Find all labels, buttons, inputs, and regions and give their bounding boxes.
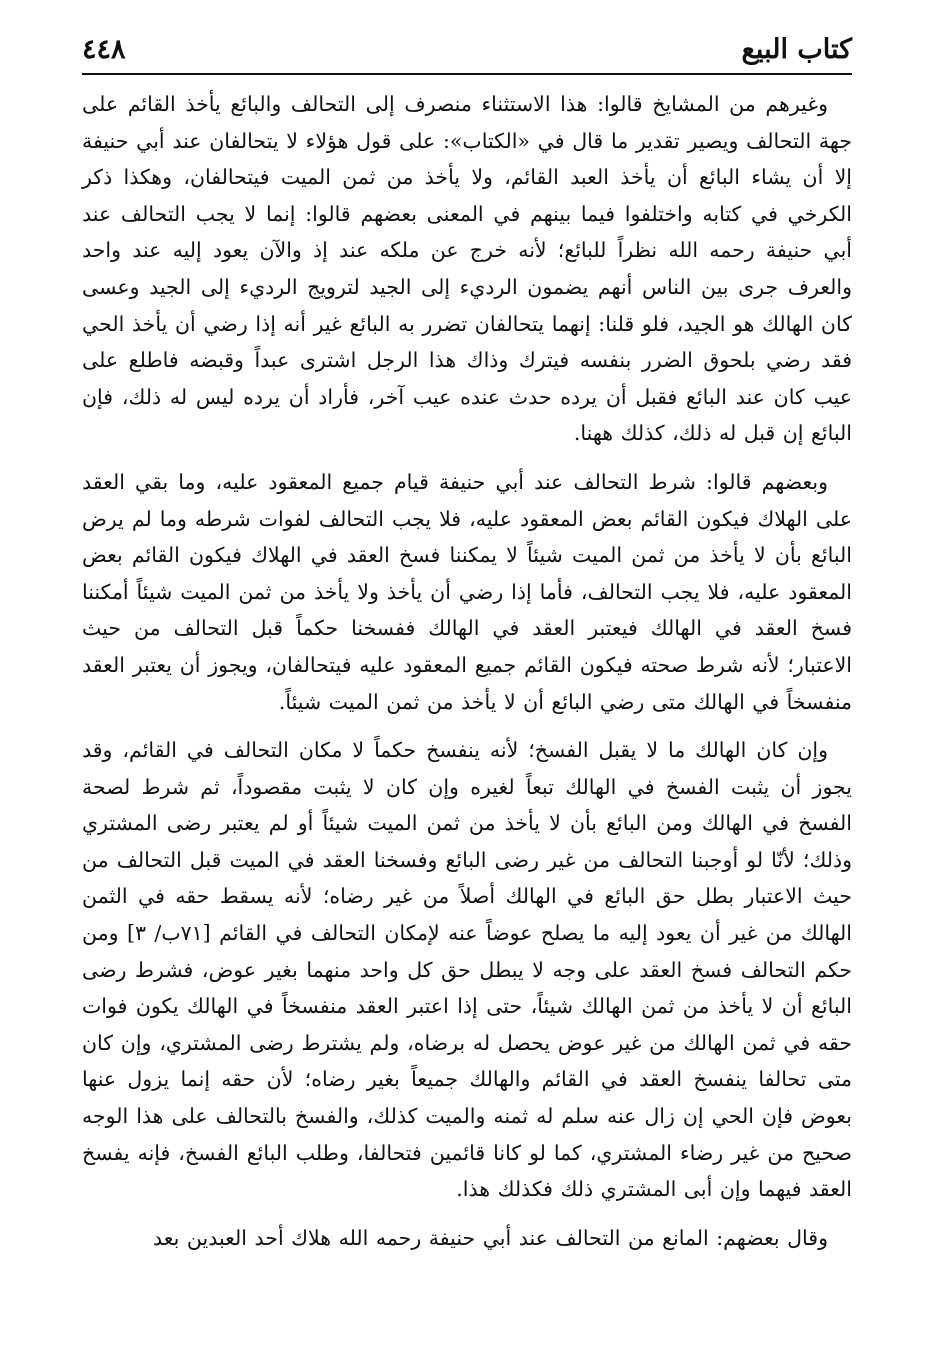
paragraph-2: وبعضهم قالوا: شرط التحالف عند أبي حنيفة قيام جميع المعقود عليه، وما بقي العقد على الهلاك فيكون القائم بعض المعقود عليه، فلا يجب التحالف لفوات شرطه وما لم يرض البائع بأن لا يأخذ من ثمن الميت شيئاً لا يمكننا فسخ العقد في الهلاك فيكون القائم بعض المعقود عليه، فلا يجب التحالف، فأما إذا رضي أن يأخذ ولا يأخذ من ثمن الميت شيئاً أمكننا فسخ العقد في الهالك فيعتبر العقد في الهالك ففسخنا حكماً قبل التحالف من حيث الاعتبار؛ لأنه شرط صحته فيكون القائم جميع المعقود عليه فيتحالفان، ويجوز أن يعتبر العقد منفسخاً في الهالك متى رضي البائع أن لا يأخذ من ثمن الميت شيئاً. xyxy=(82,469,852,714)
paragraph-3: وإن كان الهالك ما لا يقبل الفسخ؛ لأنه ينفسخ حكماً لا مكان التحالف في القائم، وقد يجوز أن يثبت الفسخ في الهالك تبعاً لغيره وإن كان لا يثبت مقصوداً، ثم شرط لصحة الفسخ في الهالك ومن البائع بأن لا يأخذ من ثمن الميت شيئاً أو لم يعتبر رضى المشتري وذلك؛ لأنّا لو أوجبنا التحالف من غير رضى البائع وفسخنا العقد في الميت قبل التحالف من حيث الاعتبار بطل حق البائع في الهالك أصلاً من غير رضاه؛ لأنه يسقط حقه في الثمن الهالك من غير أن يعود إليه ما يصلح عوضاً عنه لإمكان التحالف في القائم [٧١ب/ ٣] ومن حكم التحالف فسخ العقد على وجه لا يبطل حق كل واحد منهما بغير عوض، فشرط رضى البائع أن لا يأخذ من ثمن الهالك شيئاً، حتى إذا اعتبر العقد منفسخاً في الهالك يكون فوات حقه في ثمن الهالك من غير عوض يحصل له برضاه، ولم يشترط رضى المشتري، وإن كان متى تحالفا ينفسخ العقد في القائم والهالك جميعاً بغير رضاه؛ لأن حقه إنما يزول عنها بعوض فإن الحي إن زال عنه سلم له ثمنه والميت كذلك، والفسخ بالتحالف على هذا الوجه صحيح من غير رضاء المشتري، كما لو كانا قائمين فتحالفا، وطلب البائع الفسخ، فإنه يفسخ العقد فيهما وإن أبى المشتري ذلك فكذلك هذا. xyxy=(82,738,852,1202)
paragraph-1: وغيرهم من المشايخ قالوا: هذا الاستثناء منصرف إلى التحالف والبائع يأخذ القائم على جهة التحالف ويصير تقدير ما قال في «الكتاب»: على قول هؤلاء لا يتحالفان عند أبي حنيفة إلا أن يشاء البائع أن يأخذ العبد القائم، ولا يأخذ من ثمن الميت فيتحالفان، وهكذا ذكر الكرخي في كتابه واختلفوا فيما بينهم في المعنى بعضهم قالوا: إنما لا يجب التحالف عند أبي حنيفة رحمه الله نظراً للبائع؛ لأنه خرج عن ملكه عند إذ والآن يعود إليه عند واحد والعرف جرى بين الناس أنهم يضمون الرديء إلى الجيد لترويج الرديء إلى الجيد وعسى كان الهالك هو الجيد، فلو قلنا: إنهما يتحالفان تضرر به البائع غير أنه إذا رضي أن يأخذ الحي فقد رضي بلحوق الضرر بنفسه فيترك وذاك هذا الرجل اشترى عبداً وقبضه فاطلع على عيب كان عند البائع فقبل أن يرده حدث عنده عيب آخر، فأراد أن يرده ليس له ذلك، فإن البائع إن قبل له ذلك، كذلك ههنا. xyxy=(82,92,852,446)
book-title: كتاب البيع xyxy=(741,34,852,65)
body-text xyxy=(82,86,852,1268)
page-number: ٤٤٨ xyxy=(82,34,126,65)
paragraph-4: وقال بعضهم: المانع من التحالف عند أبي حنيفة رحمه الله هلاك أحد العبدين بعد xyxy=(153,1225,828,1250)
page-header xyxy=(82,32,852,72)
header-divider xyxy=(82,73,852,75)
